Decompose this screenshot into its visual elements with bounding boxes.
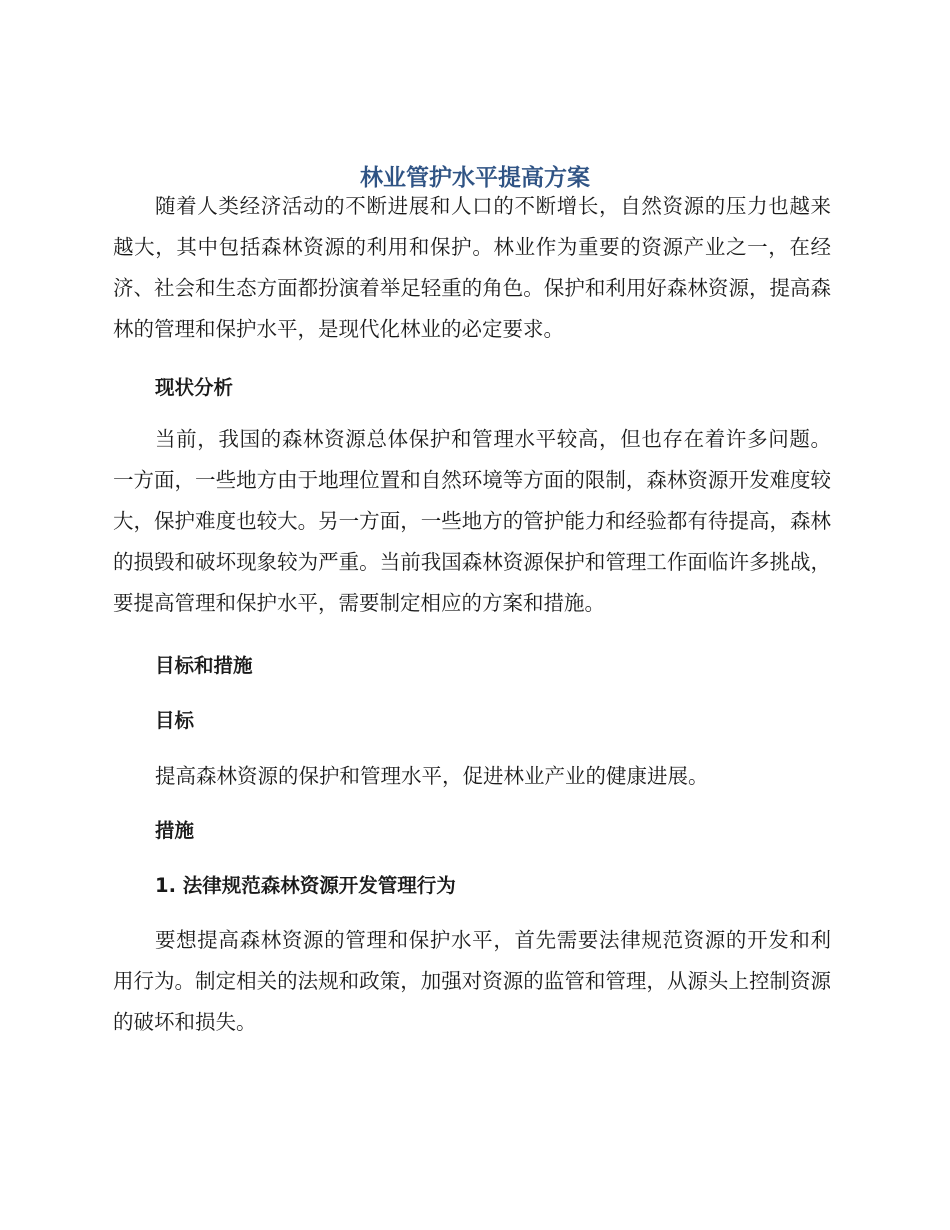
goal-paragraph: 提高森林资源的保护和管理水平，促进林业产业的健康进展。 [155, 764, 709, 788]
intro-paragraph: 随着人类经济活动的不断进展和人口的不断增长，自然资源的压力也越来越大，其中包括森林资源的利用和保护。林业作为重要的资源产业之一，在经济、社会和生态方面都扮演着举足轻重的角色。保护和利用好森林资源，提高森林的管理和保护水平，是现代化林业的必定要求。 [113, 194, 831, 341]
document-title: 林业管护水平提高方案 [360, 165, 590, 192]
status-paragraph: 当前，我国的森林资源总体保护和管理水平较高，但也存在着许多问题。一方面，一些地方由于地理位置和自然环境等方面的限制，森林资源开发难度较大，保护难度也较大。另一方面，一些地方的管护能力和经验都有待提高，森林的损毁和破坏现象较为严重。当前我国森林资源保护和管理工作面临许多挑战，要提高管理和保护水平，需要制定相应的方案和措施。 [113, 427, 831, 615]
measure-1-paragraph: 要想提高森林资源的管理和保护水平，首先需要法律规范资源的开发和利用行为。制定相关的法规和政策，加强对资源的监管和管理，从源头上控制资源的破坏和损失。 [113, 928, 831, 1034]
subheading-goal: 目标 [155, 709, 195, 732]
subheading-measures: 措施 [155, 819, 195, 842]
section-heading-goals-measures: 目标和措施 [155, 654, 253, 677]
section-heading-status: 现状分析 [155, 376, 234, 399]
measure-1-heading: 1. 法律规范森林资源开发管理行为 [155, 874, 456, 897]
